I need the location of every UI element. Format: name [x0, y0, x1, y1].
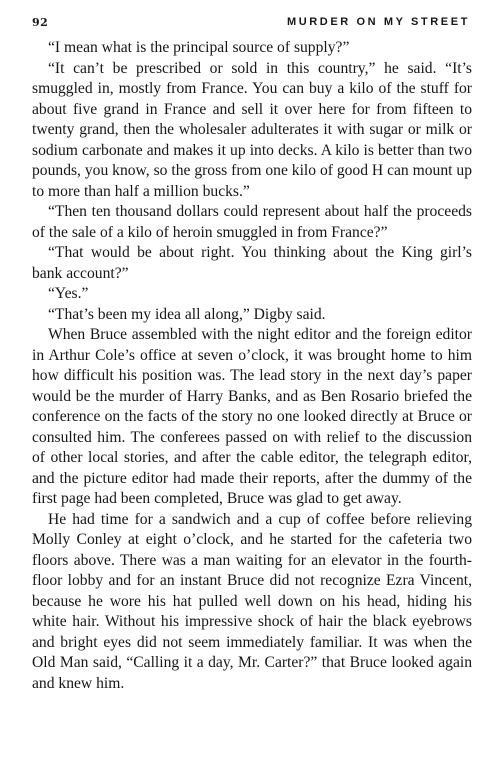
paragraph: “Then ten thousand dollars could represent about half the proceeds of the sale of a kilo of heroin smuggled in from France?”: [32, 203, 472, 241]
body-text: [32, 38, 472, 694]
paragraph: “I mean what is the principal source of supply?”: [48, 39, 350, 56]
paragraph: He had time for a sandwich and a cup of coffee before relieving Molly Conley at eight o’clock, and he started for the cafeteria two floors above. There was a man waiting for an elevator in the fourth-floor lobby and for an instant Bruce did not recognize Ezra Vincent, because he wore his hat pulled well down on his head, hiding his white hair. Without his impressive shock of hair the black eyebrows and bright eyes did not seem immediately familiar. It was when the Old Man said, “Calling it a day, Mr. Carter?” that Bruce looked again and knew him.: [32, 510, 472, 692]
paragraph: When Bruce assembled with the night editor and the foreign editor in Arthur Cole’s office at seven o’clock, it was brought home to him how difficult his position was. The lead story in the next day’s paper would be the murder of Harry Banks, and as Ben Rosario briefed the conference on the facts of the story no one looked directly at Bruce or consulted him. The conferees passed on with relief to the discussion of other local stories, and after the cable editor, the telegraph editor, and the picture editor had made their reports, after the dummy of the first page had been completed, Bruce was glad to get away.: [32, 326, 472, 507]
paragraph: “It can’t be prescribed or sold in this country,” he said. “It’s smuggled in, mostly from France. You can buy a kilo of the stuff for about five grand in France and sell it over here for from fifteen to twenty grand, then the wholesaler adulterates it with sugar or milk or sodium carbonate and makes it up into decks. A kilo is better than two pounds, you know, so the gross from one kilo of good H can mount up to more than half a million bucks.”: [32, 59, 472, 200]
running-title: MURDER ON MY STREET: [286, 16, 470, 28]
paragraph: “That would be about right. You thinking about the King girl’s bank account?”: [32, 244, 472, 282]
paragraph: “Yes.”: [48, 285, 89, 302]
running-head: [32, 16, 470, 34]
paragraph: “That’s been my idea all along,” Digby said.: [48, 305, 326, 323]
page-number: 92: [32, 16, 49, 29]
